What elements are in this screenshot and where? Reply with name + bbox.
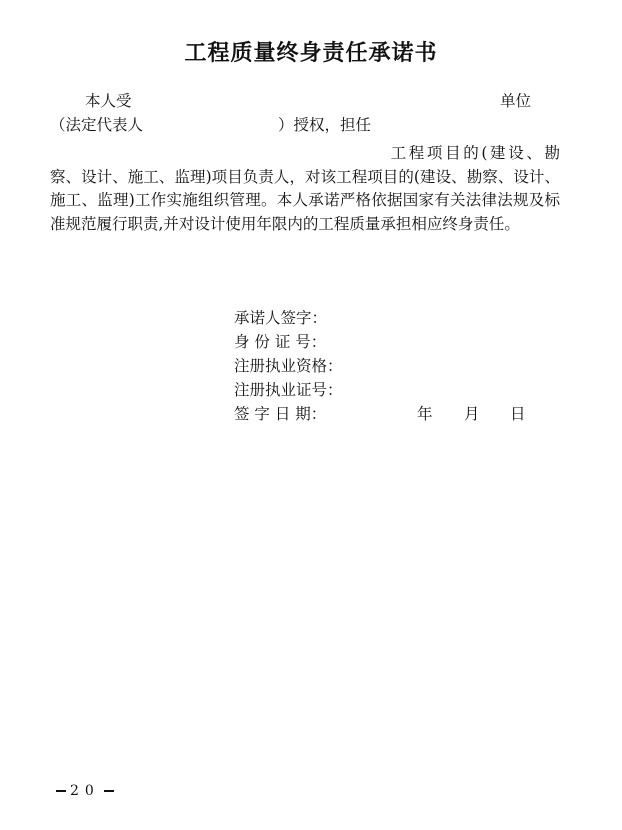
id-number-label: 身 份 证 号： <box>234 333 327 351</box>
dash-left <box>56 790 66 792</box>
legal-representative-label: （法定代表人 <box>50 116 144 134</box>
document-title: 工程质量终身责任承诺书 <box>184 40 438 66</box>
qualification-label: 注册执业资格： <box>234 357 343 375</box>
page-number <box>52 783 118 799</box>
page-number-value: 20 <box>70 783 100 799</box>
entrusted-by-label: 本人受 <box>85 92 132 110</box>
month-label: 月 <box>464 405 480 423</box>
year-label: 年 <box>417 405 433 423</box>
unit-label: 单位 <box>500 92 532 110</box>
date-label: 签 字 日 期： <box>234 405 327 423</box>
cert-number-label: 注册执业证号： <box>234 381 343 399</box>
commitment-paragraph <box>50 142 560 236</box>
commitment-text: 工程项目的(建设、勘察、设计、施工、监理)项目负责人，对该工程项目的(建设、勘察、设计、施工、监理)工作实施组织管理。本人承诺严格依据国家有关法律法规及标准规范履行职责,并对设计使用年限内的工程质量承担相应终身责任。 <box>50 144 560 233</box>
signer-label: 承诺人签字： <box>234 309 328 327</box>
authorized-label: ）授权，担任 <box>278 116 372 134</box>
dash-right <box>104 790 114 792</box>
day-label: 日 <box>510 405 526 423</box>
